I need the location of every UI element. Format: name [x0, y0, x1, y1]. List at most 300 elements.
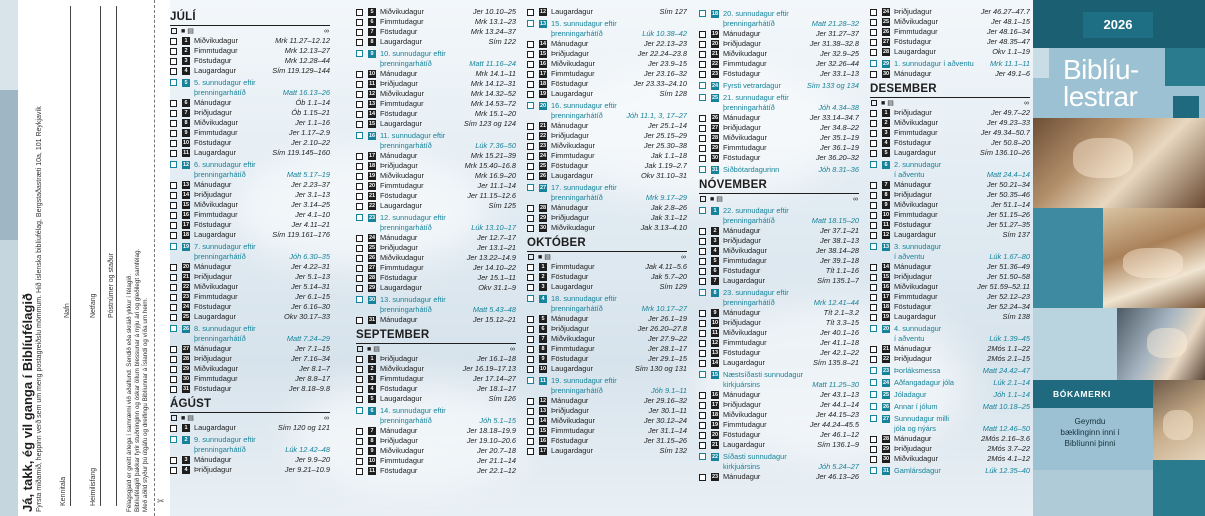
reading-checkbox[interactable] — [356, 214, 363, 221]
scripture-reference: Jer 9.21–10.9 — [284, 465, 330, 474]
reading-checkbox[interactable] — [527, 428, 534, 435]
weekday: Mánudagur — [380, 315, 418, 324]
day-number: 29 — [368, 285, 376, 291]
reading-checkbox[interactable] — [170, 284, 177, 291]
reading-checkbox[interactable] — [170, 202, 177, 209]
reading-checkbox[interactable] — [699, 135, 706, 142]
reading-checkbox[interactable] — [870, 120, 877, 127]
day-number: 11 — [540, 378, 546, 384]
weekday: Föstudagur — [723, 266, 761, 275]
reading-checkbox[interactable] — [699, 320, 706, 327]
scripture-reference: Jer 32.26–44 — [815, 59, 859, 68]
reading-checkbox[interactable] — [356, 71, 363, 78]
reading-row — [527, 436, 687, 446]
reading-checkbox[interactable] — [356, 296, 363, 303]
reading-checkbox[interactable] — [170, 304, 177, 311]
reading-checkbox[interactable] — [870, 161, 877, 168]
reading-checkbox[interactable] — [870, 130, 877, 137]
reading-checkbox[interactable] — [356, 448, 363, 455]
glasses-icon: ∞ — [324, 414, 329, 422]
reading-checkbox[interactable] — [699, 10, 706, 17]
reading-checkbox[interactable] — [356, 173, 363, 180]
reading-checkbox[interactable] — [870, 71, 877, 78]
bible-icon: ■ — [538, 253, 543, 261]
day-number: 24 — [882, 9, 890, 15]
reading-checkbox[interactable] — [527, 215, 534, 222]
reading-checkbox[interactable] — [356, 376, 363, 383]
sunday-entry — [527, 183, 687, 203]
reading-checkbox[interactable] — [527, 408, 534, 415]
reading-checkbox[interactable] — [527, 326, 534, 333]
sunday-label — [723, 206, 859, 226]
reading-checkbox[interactable] — [527, 20, 534, 27]
reading-checkbox[interactable] — [870, 182, 877, 189]
book-icon: ▤ — [373, 345, 380, 353]
reading-checkbox[interactable] — [356, 438, 363, 445]
reading-checkbox[interactable] — [870, 243, 877, 250]
reading-checkbox[interactable] — [356, 407, 363, 414]
reading-checkbox[interactable] — [356, 91, 363, 98]
reading-checkbox[interactable] — [527, 173, 534, 180]
reading-checkbox[interactable] — [699, 51, 706, 58]
reading-checkbox[interactable] — [527, 102, 534, 109]
sunday-entry — [527, 101, 687, 121]
reading-checkbox[interactable] — [699, 432, 706, 439]
sunday-label — [894, 414, 1030, 434]
day-number: 13 — [711, 350, 719, 356]
reading-checkbox[interactable] — [356, 183, 363, 190]
reading-checkbox[interactable] — [699, 392, 706, 399]
reading-checkbox[interactable] — [699, 412, 706, 419]
scripture-reference: Jer 22.1–12 — [476, 466, 516, 475]
reading-checkbox[interactable] — [870, 140, 877, 147]
reading-checkbox[interactable] — [699, 371, 706, 378]
day-number: 18 — [711, 11, 719, 17]
weekday: Miðvikudagur — [194, 364, 238, 373]
reading-checkbox[interactable] — [170, 243, 177, 250]
reading-checkbox[interactable] — [870, 304, 877, 311]
reading-checkbox[interactable] — [170, 346, 177, 353]
reading-checkbox[interactable] — [870, 29, 877, 36]
reading-checkbox[interactable] — [699, 268, 706, 275]
reading-checkbox[interactable] — [170, 182, 177, 189]
reading-row — [170, 66, 330, 76]
reading-checkbox[interactable] — [527, 448, 534, 455]
weekday: Miðvikudagur — [894, 282, 938, 291]
weekday: Miðvikudagur — [894, 200, 938, 209]
reading-checkbox[interactable] — [870, 284, 877, 291]
glasses-icon: ∞ — [853, 195, 858, 203]
reading-checkbox[interactable] — [699, 289, 706, 296]
form-field-heimilisfang[interactable]: Heimilisfang — [90, 467, 97, 506]
scripture-reference: Sím 136.1–9 — [817, 440, 859, 449]
reading-checkbox[interactable] — [527, 438, 534, 445]
reading-checkbox[interactable] — [699, 31, 706, 38]
reading-checkbox[interactable] — [870, 367, 877, 374]
day-number: 22 — [539, 133, 547, 139]
reading-checkbox[interactable] — [170, 140, 177, 147]
reading-checkbox[interactable] — [170, 161, 177, 168]
weekday: Laugardagur — [551, 364, 593, 373]
reading-row — [699, 400, 859, 410]
sunday-entry — [870, 59, 1030, 69]
reading-checkbox[interactable] — [170, 232, 177, 239]
form-field-kennitala[interactable]: Kennitala — [60, 476, 67, 506]
day-number: 5 — [539, 315, 547, 323]
reading-row — [527, 354, 687, 364]
form-field-nafn[interactable]: Nafn — [64, 303, 71, 318]
sunday-line2 — [380, 305, 516, 315]
reading-row — [870, 292, 1030, 302]
reading-checkbox[interactable] — [356, 111, 363, 118]
reading-checkbox[interactable] — [356, 132, 363, 139]
year-label: 2026 — [1083, 12, 1153, 38]
reading-row — [870, 47, 1030, 57]
reading-checkbox[interactable] — [527, 205, 534, 212]
reading-checkbox[interactable] — [870, 274, 877, 281]
glasses-icon: ∞ — [510, 345, 515, 353]
reading-checkbox[interactable] — [870, 192, 877, 199]
reading-checkbox[interactable] — [170, 436, 177, 443]
scripture-reference: Matt 5.17–19 — [286, 170, 330, 179]
day-number: 3 — [368, 375, 376, 383]
reading-checkbox[interactable] — [870, 314, 877, 321]
sunday-name-cont: kirkjuársins — [723, 462, 760, 471]
day-number: 17 — [539, 448, 547, 454]
reading-row — [527, 334, 687, 344]
reading-checkbox[interactable] — [870, 212, 877, 219]
reading-checkbox[interactable] — [356, 428, 363, 435]
reading-checkbox[interactable] — [527, 356, 534, 363]
day-number: 19 — [711, 31, 719, 37]
reading-checkbox[interactable] — [699, 402, 706, 409]
reading-checkbox[interactable] — [170, 48, 177, 55]
day-number: 10 — [539, 366, 547, 372]
scripture-reference: Mrk 14.1–11 — [475, 69, 516, 78]
reading-checkbox[interactable] — [356, 81, 363, 88]
reading-checkbox[interactable] — [870, 110, 877, 117]
reading-checkbox[interactable] — [699, 94, 706, 101]
reading-checkbox[interactable] — [699, 155, 706, 162]
sunday-name: 16. sunnudagur eftir — [551, 101, 617, 110]
sunday-label — [194, 78, 330, 98]
reading-row — [699, 472, 859, 482]
reading-checkbox[interactable] — [170, 58, 177, 65]
sunday-label — [551, 183, 687, 203]
reading-checkbox[interactable] — [527, 284, 534, 291]
cover-accent — [1165, 48, 1205, 86]
reading-checkbox[interactable] — [870, 391, 877, 398]
reading-checkbox[interactable] — [527, 51, 534, 58]
reading-checkbox[interactable] — [870, 456, 877, 463]
reading-checkbox[interactable] — [527, 143, 534, 150]
weekday: Föstudagur — [380, 109, 418, 118]
day-number: 16 — [539, 438, 547, 444]
reading-checkbox[interactable] — [870, 415, 877, 422]
cover-title-line: lestrar — [1063, 81, 1138, 112]
reading-checkbox[interactable] — [870, 446, 877, 453]
weekday: Miðvikudagur — [551, 223, 595, 232]
reading-row — [356, 283, 516, 293]
reading-checkbox[interactable] — [356, 235, 363, 242]
weekday: Laugardagur — [194, 423, 236, 432]
reading-checkbox[interactable] — [356, 285, 363, 292]
sunday-label — [380, 131, 516, 151]
reading-checkbox[interactable] — [170, 79, 177, 86]
reading-checkbox[interactable] — [527, 398, 534, 405]
form-title: Já, takk, ég vil ganga í Biblíufélagið — [20, 293, 35, 512]
form-body-text: Með aðild styður þú útgáfu og dreifingu Biblíunnar á Íslandi og víða um heim. — [142, 297, 149, 512]
reading-checkbox[interactable] — [356, 255, 363, 262]
reading-row — [356, 191, 516, 201]
reading-checkbox[interactable] — [527, 81, 534, 88]
reading-checkbox[interactable] — [699, 360, 706, 367]
reading-checkbox[interactable] — [527, 163, 534, 170]
day-number: 16 — [882, 284, 890, 290]
reading-checkbox[interactable] — [699, 228, 706, 235]
reading-checkbox[interactable] — [870, 222, 877, 229]
reading-checkbox[interactable] — [870, 379, 877, 386]
reading-checkbox[interactable] — [699, 310, 706, 317]
reading-checkbox[interactable] — [870, 9, 877, 16]
reading-checkbox[interactable] — [356, 317, 363, 324]
reading-checkbox[interactable] — [527, 133, 534, 140]
reading-checkbox[interactable] — [699, 278, 706, 285]
day-number: 21 — [539, 123, 547, 129]
reading-checkbox[interactable] — [170, 425, 177, 432]
reading-checkbox[interactable] — [699, 82, 706, 89]
reading-checkbox[interactable] — [170, 192, 177, 199]
reading-checkbox[interactable] — [870, 356, 877, 363]
scripture-reference: Jer 52.12–23 — [986, 292, 1030, 301]
day-number: 20 — [182, 264, 190, 270]
reading-row — [699, 226, 859, 236]
reading-checkbox[interactable] — [170, 130, 177, 137]
reading-checkbox[interactable] — [170, 110, 177, 117]
scripture-reference: 2Mós 4.1–12 — [987, 454, 1030, 463]
form-field-netfang[interactable]: Netfang — [90, 293, 97, 318]
reading-checkbox[interactable] — [699, 207, 706, 214]
sunday-name-cont: þrenningarhátíð — [723, 216, 775, 225]
reading-checkbox[interactable] — [699, 340, 706, 347]
reading-checkbox[interactable] — [870, 232, 877, 239]
reading-checkbox[interactable] — [699, 238, 706, 245]
reading-checkbox[interactable] — [870, 49, 877, 56]
reading-checkbox[interactable] — [170, 366, 177, 373]
reading-checkbox[interactable] — [170, 294, 177, 301]
reading-checkbox[interactable] — [356, 458, 363, 465]
scripture-reference: Okv 31.10–31 — [640, 171, 687, 180]
reading-checkbox[interactable] — [527, 153, 534, 160]
reading-checkbox[interactable] — [356, 9, 363, 16]
weekday: Föstudagur — [551, 161, 589, 170]
reading-checkbox[interactable] — [527, 336, 534, 343]
day-number: 24 — [711, 83, 719, 89]
reading-checkbox[interactable] — [699, 422, 706, 429]
sunday-line2 — [194, 252, 330, 262]
reading-checkbox[interactable] — [527, 225, 534, 232]
reading-checkbox[interactable] — [170, 274, 177, 281]
reading-checkbox[interactable] — [356, 245, 363, 252]
reading-checkbox[interactable] — [870, 467, 877, 474]
reading-checkbox[interactable] — [527, 274, 534, 281]
reading-checkbox[interactable] — [527, 316, 534, 323]
reading-checkbox[interactable] — [870, 325, 877, 332]
checkbox-icon — [528, 254, 534, 260]
reading-checkbox[interactable] — [170, 212, 177, 219]
reading-checkbox[interactable] — [356, 163, 363, 170]
reading-checkbox[interactable] — [699, 71, 706, 78]
reading-checkbox[interactable] — [356, 203, 363, 210]
month-heading: SEPTEMBER — [356, 329, 430, 341]
reading-checkbox[interactable] — [527, 264, 534, 271]
reading-checkbox[interactable] — [870, 436, 877, 443]
reading-checkbox[interactable] — [699, 115, 706, 122]
reading-checkbox[interactable] — [699, 145, 706, 152]
day-number: 6 — [182, 99, 190, 107]
reading-checkbox[interactable] — [527, 41, 534, 48]
reading-checkbox[interactable] — [170, 386, 177, 393]
reading-checkbox[interactable] — [170, 356, 177, 363]
weekday: Laugardagur — [894, 148, 936, 157]
reading-checkbox[interactable] — [170, 314, 177, 321]
reading-checkbox[interactable] — [699, 166, 706, 173]
reading-checkbox[interactable] — [356, 275, 363, 282]
reading-checkbox[interactable] — [699, 474, 706, 481]
form-field-postnumer[interactable]: Póstnúmer og staður — [108, 253, 115, 318]
reading-checkbox[interactable] — [870, 150, 877, 157]
reading-checkbox[interactable] — [170, 120, 177, 127]
reading-checkbox[interactable] — [170, 457, 177, 464]
reading-checkbox[interactable] — [356, 50, 363, 57]
scripture-reference: Jer 6.1–15 — [295, 292, 330, 301]
reading-checkbox[interactable] — [699, 442, 706, 449]
reading-checkbox[interactable] — [527, 9, 534, 16]
reading-checkbox[interactable] — [356, 396, 363, 403]
sunday-name-cont: þrenningarhátíð — [380, 223, 432, 232]
reading-checkbox[interactable] — [356, 265, 363, 272]
reading-checkbox[interactable] — [870, 39, 877, 46]
reading-checkbox[interactable] — [170, 38, 177, 45]
reading-checkbox[interactable] — [170, 264, 177, 271]
scripture-reference: Jer 2.23–37 — [290, 180, 330, 189]
reading-checkbox[interactable] — [170, 100, 177, 107]
reading-row — [870, 210, 1030, 220]
reading-checkbox[interactable] — [870, 60, 877, 67]
day-number: 7 — [539, 335, 547, 343]
sunday-name: Næstsíðasti sunnudagur — [723, 370, 804, 379]
reading-checkbox[interactable] — [356, 386, 363, 393]
weekday: Miðvikudagur — [380, 253, 424, 262]
reading-checkbox[interactable] — [356, 356, 363, 363]
reading-checkbox[interactable] — [699, 41, 706, 48]
reading-checkbox[interactable] — [699, 61, 706, 68]
reading-checkbox[interactable] — [170, 325, 177, 332]
reading-checkbox[interactable] — [699, 125, 706, 132]
reading-checkbox[interactable] — [527, 295, 534, 302]
sunday-line2 — [551, 304, 687, 314]
reading-checkbox[interactable] — [527, 61, 534, 68]
reading-checkbox[interactable] — [527, 418, 534, 425]
sunday-line2 — [194, 334, 330, 344]
reading-row — [356, 315, 516, 325]
weekday: Föstudagur — [380, 191, 418, 200]
sunday-label — [551, 376, 687, 396]
reading-checkbox[interactable] — [170, 467, 177, 474]
day-number: 30 — [182, 376, 190, 382]
reading-checkbox[interactable] — [699, 330, 706, 337]
reading-checkbox[interactable] — [870, 346, 877, 353]
weekday: Mánudagur — [894, 262, 932, 271]
reading-checkbox[interactable] — [356, 366, 363, 373]
scripture-reference: Mrk 12.13–27 — [284, 46, 330, 55]
weekday: Laugardagur — [194, 312, 236, 321]
reading-checkbox[interactable] — [356, 468, 363, 475]
reading-checkbox[interactable] — [527, 91, 534, 98]
reading-checkbox[interactable] — [699, 453, 706, 460]
reading-checkbox[interactable] — [356, 153, 363, 160]
reading-checkbox[interactable] — [356, 193, 363, 200]
calendar-column — [870, 7, 1030, 476]
reading-checkbox[interactable] — [170, 222, 177, 229]
scripture-reference: Matt 18.15–20 — [811, 216, 859, 225]
reading-checkbox[interactable] — [356, 121, 363, 128]
reading-checkbox[interactable] — [699, 248, 706, 255]
reading-checkbox[interactable] — [527, 71, 534, 78]
checkbox-icon — [357, 346, 363, 352]
reading-checkbox[interactable] — [170, 376, 177, 383]
scripture-reference: 2Mós 1.1–22 — [987, 344, 1030, 353]
reading-row — [527, 161, 687, 171]
weekday: Mánudagur — [194, 344, 232, 353]
reading-checkbox[interactable] — [527, 366, 534, 373]
day-number: 20 — [539, 103, 547, 109]
reading-checkbox[interactable] — [527, 346, 534, 353]
form-body-text: Félagsgjald er greitt árlega í samræmi við aðalfund. Sendið eða skráið ykkur í félagið. — [126, 273, 133, 512]
reading-row — [356, 456, 516, 466]
weekday: Föstudagur — [380, 27, 418, 36]
reading-checkbox[interactable] — [870, 202, 877, 209]
reading-checkbox[interactable] — [170, 68, 177, 75]
reading-checkbox[interactable] — [870, 19, 877, 26]
reading-checkbox[interactable] — [356, 39, 363, 46]
reading-row — [870, 262, 1030, 272]
scripture-reference: Jer 46.13–26 — [815, 472, 859, 481]
reading-row — [170, 220, 330, 230]
reading-checkbox[interactable] — [170, 150, 177, 157]
sunday-name: Þorláksmessa — [894, 366, 941, 375]
reading-checkbox[interactable] — [699, 258, 706, 265]
reading-row — [699, 266, 859, 276]
reading-checkbox[interactable] — [527, 184, 534, 191]
weekday: Miðvikudagur — [194, 36, 238, 45]
reading-checkbox[interactable] — [356, 101, 363, 108]
sunday-line2 — [380, 59, 516, 69]
reading-checkbox[interactable] — [870, 403, 877, 410]
reading-checkbox[interactable] — [527, 377, 534, 384]
reading-checkbox[interactable] — [699, 350, 706, 357]
month-heading: JÚLÍ — [170, 11, 196, 23]
reading-checkbox[interactable] — [870, 264, 877, 271]
reading-row — [527, 59, 687, 69]
weekday: Fimmtudagur — [380, 181, 424, 190]
day-number: 31 — [368, 317, 376, 323]
scripture-reference: Jer 22.24–23.8 — [637, 49, 687, 58]
reading-checkbox[interactable] — [356, 29, 363, 36]
reading-checkbox[interactable] — [527, 123, 534, 130]
reading-checkbox[interactable] — [870, 294, 877, 301]
reading-checkbox[interactable] — [356, 19, 363, 26]
